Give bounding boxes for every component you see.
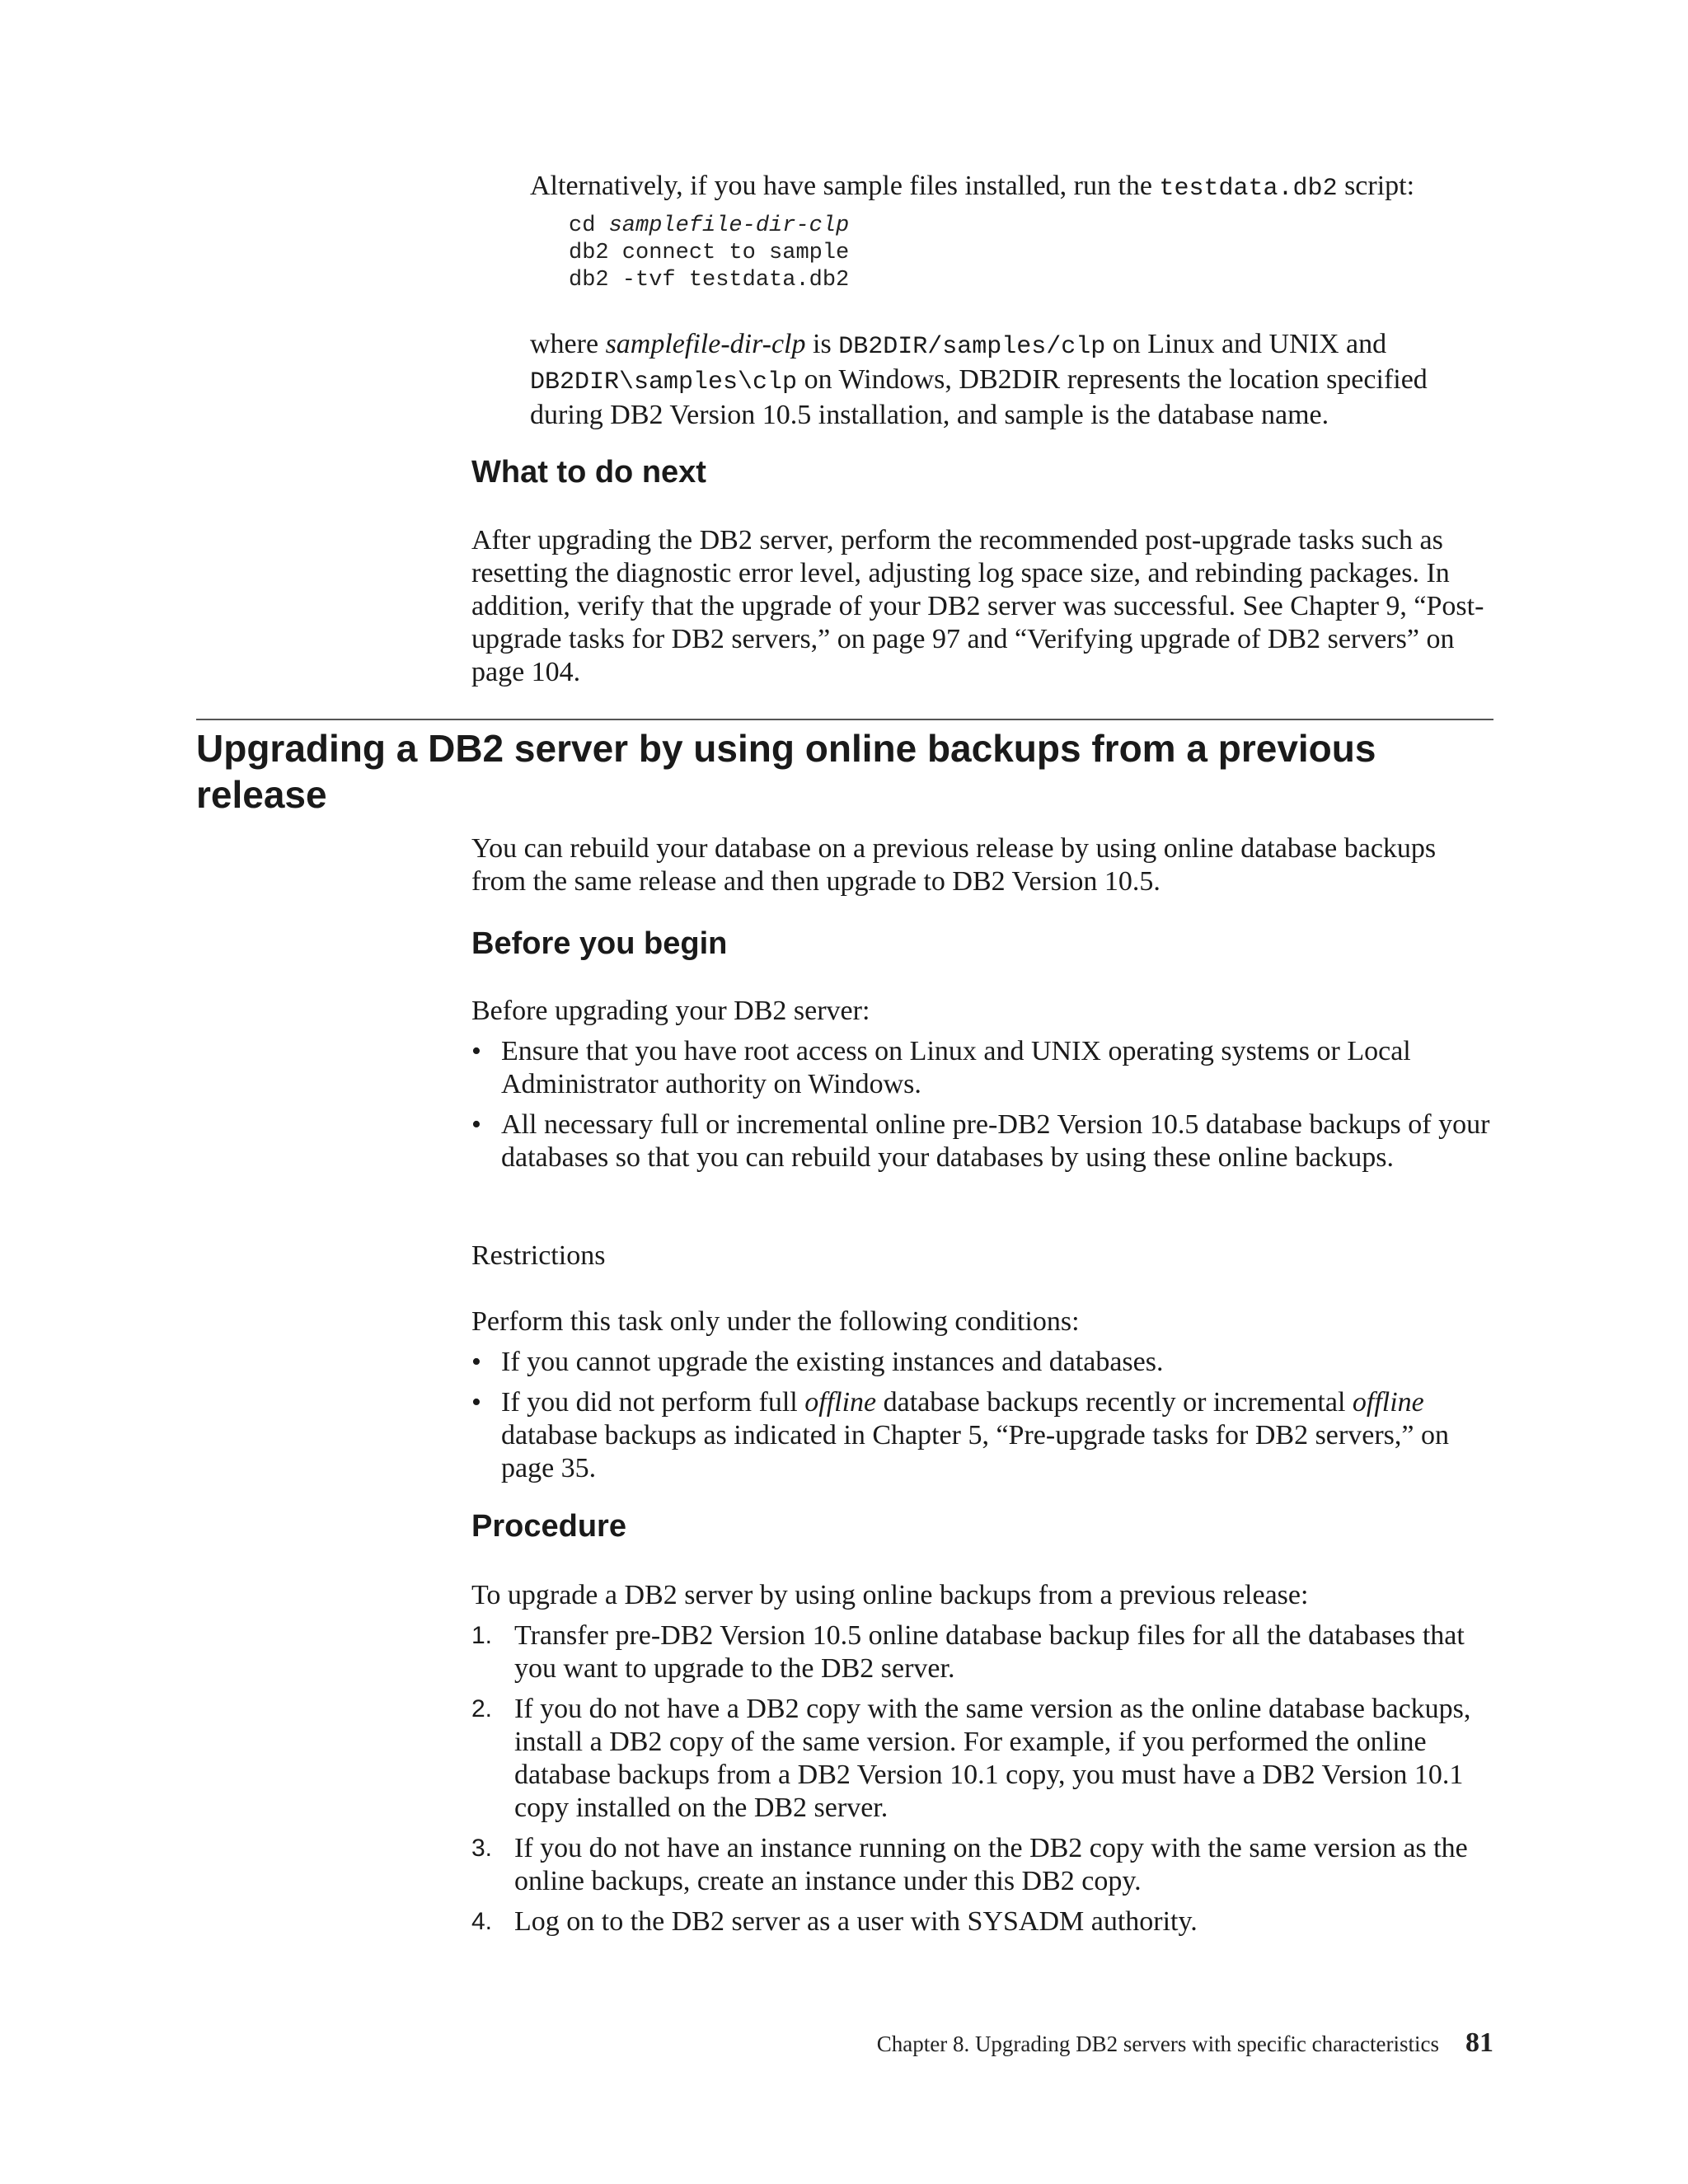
section-divider [196,719,1493,720]
what-to-do-next-body: After upgrading the DB2 server, perform the recommended post-upgrade tasks such as resetting the diagnostic error level, adjusting log space size, and rebinding packages. In addition, verify that the upgrade of your DB2 server was successful. See Chapter 9, “Post-upgrade tasks for DB2 servers,” on page 97 and “Verifying upgrade of DB2 servers” on page 104. [471,525,1484,687]
variable-name: samplefile-dir-clp [605,329,806,359]
windows-path: DB2DIR\samples\clp [530,368,798,396]
procedure-step: 2. If you do not have a DB2 copy with the same version as the online database backups, install a DB2 copy of the same version. For example, if you performed the online database backups from a DB2 Version 10.1 copy, you must have a DB2 Version 10.1 copy installed on the DB2 server. [471,1694,1471,1823]
code-line-1: cd samplefile-dir-clp [569,213,850,238]
intro-text-end: script: [1337,171,1415,201]
before-lead: Before upgrading your DB2 server: [471,996,870,1026]
where-paragraph: where samplefile-dir-clp is DB2DIR/samples/clp on Linux and UNIX and DB2DIR\samples\clp on Windows, DB2DIR represents the location specified during DB2 Version 10.5 installation, and sample is the database name. [530,329,1428,430]
procedure-heading: Procedure [471,1509,626,1544]
prerequisite-list [471,1035,1502,1174]
list-item: • If you cannot upgrade the existing instances and databases. [471,1347,1164,1377]
restrictions-lead: Perform this task only under the following conditions: [471,1306,1080,1337]
procedure-lead: To upgrade a DB2 server by using online backups from a previous release: [471,1580,1309,1610]
script-name: testdata.db2 [1159,175,1338,203]
bullet-marker: • [471,1347,481,1377]
procedure-step: 1. Transfer pre-DB2 Version 10.5 online database backup files for all the databases that you want to upgrade to the DB2 server. [471,1620,1465,1684]
page-footer [877,2027,1493,2059]
before-you-begin-heading: Before you begin [471,926,728,961]
footer-chapter-title: Chapter 8. Upgrading DB2 servers with specific characteristics [876,2032,1439,2056]
procedure-steps [471,1619,1502,1938]
code-line-3: db2 -tvf testdata.db2 [569,268,850,293]
section-title: Upgrading a DB2 server by using online backups from a previous release [196,727,1376,816]
what-to-do-next-heading: What to do next [471,455,706,490]
page-number: 81 [1465,2027,1493,2058]
procedure-step: 4. Log on to the DB2 server as a user with SYSADM authority. [471,1906,1198,1937]
section-summary: You can rebuild your database on a previous release by using online database backups from the same release and then upgrade to DB2 Version 10.5. [471,833,1437,897]
code-line-2: db2 connect to sample [569,241,850,265]
procedure-step: 3. If you do not have an instance running on the DB2 copy with the same version as the online backups, create an instance under this DB2 copy. [471,1833,1468,1896]
bullet-marker: • [471,1387,481,1418]
intro-text: Alternatively, if you have sample files installed, run the [530,171,1160,201]
list-item: • If you did not perform full offline database backups recently or incremental offline database backups as indicated in Chapter 5, “Pre-upgrade tasks for DB2 servers,” on page 35. [471,1387,1449,1483]
before-you-begin-section [471,995,1502,1182]
linux-path: DB2DIR/samples/clp [838,333,1106,361]
conditions-list [471,1346,1502,1485]
list-item: • All necessary full or incremental online pre-DB2 Version 10.5 database backups of your databases so that you can rebuild your databases by using these online backups. [471,1109,1490,1173]
intro-paragraph [530,170,1503,205]
restrictions-section [471,1305,1502,1493]
procedure-section [471,1579,1502,1946]
code-variable: samplefile-dir-clp [608,213,850,238]
code-block [569,213,849,294]
restrictions-label: Restrictions [471,1240,606,1271]
bullet-marker: • [471,1036,481,1066]
bullet-marker: • [471,1109,481,1140]
list-item: • Ensure that you have root access on Linux and UNIX operating systems or Local Administrator authority on Windows. [471,1036,1411,1099]
